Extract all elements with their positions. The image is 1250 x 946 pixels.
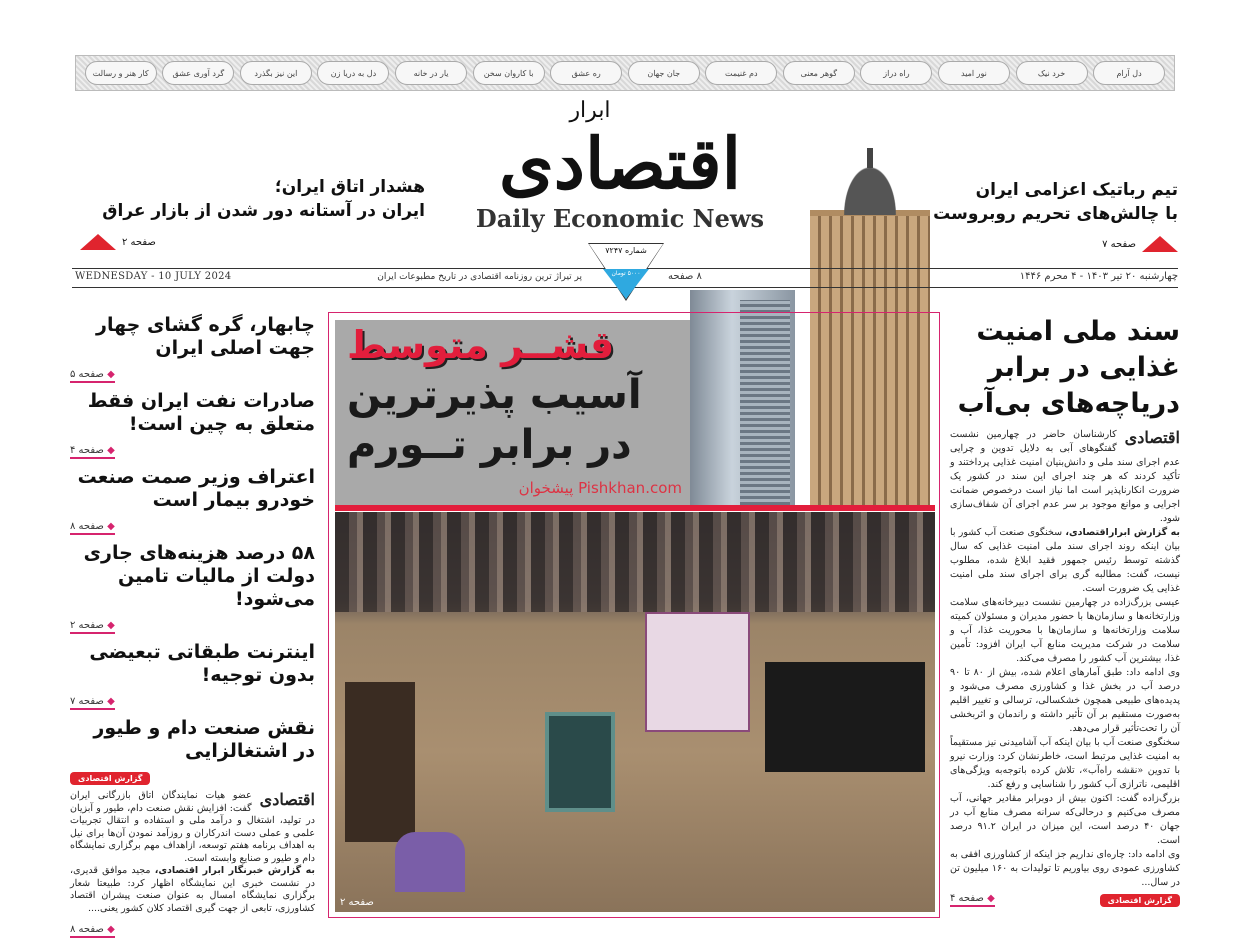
date-en: WEDNESDAY - 10 JULY 2024 xyxy=(75,271,232,282)
red-bar xyxy=(335,505,935,511)
left-headline-item[interactable] xyxy=(70,314,315,383)
hanging-cloth xyxy=(645,612,750,732)
headline-line: آسیب پذیرترین xyxy=(347,372,642,418)
paragraph: عیسی بزرگ‌زاده در چهارمین نشست دبیرخانه‌های سلامت وزارتخانه‌ها و سازمان‌ها با حضور مدیران و مسئولان کمیته سلامت وزارتخانه‌ها و سازمان‌ها با محوریت غذا، آب و سلامت در شرکت مدیریت منابع آب ایران افزود: تأمین غذا، بیشترین آب کشور را مصرف می‌کند. xyxy=(950,597,1180,664)
calligraphy-cartouche: این نیز بگذرد xyxy=(240,61,312,85)
page-ref[interactable]: ◆ صفحه ۷ xyxy=(70,696,115,710)
headline: اینترنت طبقاتی تبعیضی بدون توجیه! xyxy=(89,641,315,686)
calligraphy-cartouche: دل به دریا زن xyxy=(317,61,389,85)
headline: صادرات نفت ایران فقط متعلق به چین است! xyxy=(87,390,315,435)
headline-line: در برابر تــورم xyxy=(347,422,632,468)
right-story-body xyxy=(950,428,1180,890)
page-label: صفحه ۲ xyxy=(122,236,156,248)
teaser-left[interactable] xyxy=(75,175,425,223)
calligraphy-cartouche: با کاروان سخن xyxy=(473,61,545,85)
headline-kicker: قشــر متوسط xyxy=(347,323,615,367)
teaser-line: ایران در آستانه دور شدن از بازار عراق xyxy=(102,201,425,221)
report-badge: گزارش اقتصادی xyxy=(70,772,150,785)
person xyxy=(395,832,465,892)
watermark: پیشخوان Pishkhan.com xyxy=(518,479,682,497)
paragraph: مجید موافق قدیری، در نشست خبری این نمایشگاه اظهار کرد: طبیعتا شعار برگزاری نمایشگاه امسال به عنوان صنعت پیشران اقتصاد کشاورزی، تابعی از جهت گیری اقتصاد کلان کشور یعنی.... xyxy=(70,865,315,914)
teaser-line: تیم رباتیک اعزامی ایران xyxy=(975,180,1178,200)
page-ref[interactable]: ◆ صفحه ۸ xyxy=(70,924,115,938)
page-ref[interactable]: ◆ صفحه ۵ xyxy=(70,369,115,383)
page-ref[interactable]: ◆ صفحه ۲ xyxy=(70,620,115,634)
logo-sup: ابرار xyxy=(569,98,611,123)
left-headline-item[interactable] xyxy=(70,466,315,535)
calligraphy-cartouche: دم غنیمت xyxy=(705,61,777,85)
right-story-title[interactable]: سند ملی امنیت غذایی در برابر دریاچه‌های بی‌آب xyxy=(957,316,1180,419)
logo-title-en: Daily Economic News xyxy=(475,204,765,233)
price: ۵۰۰۰ تومان xyxy=(611,270,641,277)
left-column xyxy=(70,314,315,938)
paper-logo: اقتصادی xyxy=(1124,428,1180,447)
issue-number: شماره ۷۲۴۷ xyxy=(605,246,647,255)
hanging-cloth xyxy=(765,662,925,772)
page-ref[interactable]: ◆ صفحه ۴ xyxy=(70,445,115,459)
calligraphy-cartouche: خرد نیک xyxy=(1016,61,1088,85)
right-story xyxy=(950,314,1180,907)
calligraphy-cartouche: یار در خانه xyxy=(395,61,467,85)
left-story xyxy=(70,717,315,938)
left-headline-item[interactable] xyxy=(70,641,315,710)
calligraphy-cartouche: ره عشق xyxy=(550,61,622,85)
calligraphy-cartouche: دل آرام xyxy=(1093,61,1165,85)
teaser-left-page[interactable] xyxy=(80,234,156,250)
door xyxy=(345,682,415,842)
headline: چابهار، گره گشای چهار جهت اصلی ایران xyxy=(96,314,315,359)
calligraphy-cartouche: جان جهان xyxy=(628,61,700,85)
photo-page-ref: صفحه ۲ xyxy=(340,897,374,908)
calligraphy-banner xyxy=(75,55,1175,91)
teaser-line: با چالش‌های تحریم روبروست xyxy=(933,204,1178,224)
page-ref[interactable]: ◆ صفحه ۴ xyxy=(950,893,995,907)
teaser-line: هشدار اتاق ایران؛ xyxy=(274,177,425,197)
headline: اعتراف وزیر صمت صنعت خودرو بیمار است xyxy=(77,466,315,511)
page-count: ۸ صفحه xyxy=(668,271,702,282)
headline: ۵۸ درصد هزینه‌های جاری دولت از مالیات تامین می‌شود! xyxy=(83,542,315,610)
report-badge: گزارش اقتصادی xyxy=(1100,894,1180,907)
calligraphy-cartouche: گوهر معنی xyxy=(783,61,855,85)
paragraph: وی ادامه داد: چاره‌ای نداریم جز اینکه از کشاورزی افقی به کشاورزی عمودی روی بیاوریم تا تولیدات به ۱۶۰ میلیون تن در سال... xyxy=(949,849,1180,888)
paragraph: بزرگ‌زاده گفت: اکنون بیش از دوبرابر مقادیر جهانی، آب مصرف می‌کنیم و درحالی‌که سرانه مصرف منابع آب در جهان ۴۰ درصد است، این میزان در ایران ۹۱.۲ درصد است. xyxy=(950,793,1180,846)
paragraph: سخنگوی صنعت آب کشور با بیان اینکه روند اجرای سند ملی امنیت غذایی که سال گذشته توسط رئیس جمهور فقید ابلاغ شده، مطلوب نیست، گفت: مطالبه گری برای اجرای سند ملی امنیت غذایی یک ضرورت است. xyxy=(950,527,1180,594)
triangle-icon xyxy=(80,234,116,250)
teaser-right-page[interactable] xyxy=(1102,236,1178,252)
teaser-right[interactable] xyxy=(933,178,1178,226)
tower-spire xyxy=(867,148,873,168)
left-story-body xyxy=(70,790,315,915)
headline-box[interactable] xyxy=(335,320,690,505)
crowd xyxy=(335,512,935,612)
calligraphy-cartouche: کار هنر و رسالت xyxy=(85,61,157,85)
window xyxy=(545,712,615,812)
tagline: پر تیراژ ترین روزنامه اقتصادی در تاریخ مطبوعات ایران xyxy=(377,272,582,282)
left-headline-item[interactable] xyxy=(70,542,315,634)
lead: به گزارش خبرنگار ابرار اقتصادی، xyxy=(154,865,315,876)
paragraph: عضو هیات نمایندگان اتاق بازرگانی ایران گفت: افزایش نقش صنعت دام، طیور و آبزیان در تولید، اشتغال و درآمد ملی و استفاده و انتقال تجربیات علمی و عملی دست اندرکاران و روزآمد نمودن آن‌ها برای نیل به اهداف برنامه هفتم توسعه، ازاهداف مهم برگزاری نمایشگاه دام و طیور و صنایع وابسته است. xyxy=(70,790,315,864)
right-story-footer xyxy=(950,893,1180,907)
left-story-title[interactable]: نقش صنعت دام و طیور در اشتغالزایی xyxy=(93,717,315,762)
tower-dome xyxy=(840,160,900,215)
lead: به گزارش ابراراقتصادی، xyxy=(1065,527,1180,538)
calligraphy-cartouche: نور امید xyxy=(938,61,1010,85)
main-photo[interactable] xyxy=(335,512,935,912)
calligraphy-cartouche: راه دراز xyxy=(860,61,932,85)
left-headline-item[interactable] xyxy=(70,390,315,459)
triangle-icon xyxy=(1142,236,1178,252)
masthead-logo xyxy=(435,98,805,238)
issue-badge xyxy=(588,243,664,301)
paper-logo: اقتصادی xyxy=(259,790,315,809)
paragraph: سخنگوی صنعت آب با بیان اینکه آب آشامیدنی نیز مستقیماً به امنیت غذایی مرتبط است، خاطرنشان کرد: وزارت نیرو با تدوین «نقشه راه‌آب»، تلاش کرده باتوجه‌به ویژگی‌های اقلیمی، ناترازی آب کشور را شناسایی و رفع کند. xyxy=(950,737,1180,790)
page-label: صفحه ۷ xyxy=(1102,238,1136,250)
paragraph: کارشناسان حاضر در چهارمین نشست گفتگوهای آبی به دلایل تدوین و چرایی عدم اجرای سند ملی و دانش‌بنیان امنیت غذایی پرداختند و تأکید کردند که هر چند اجرای این سند در کشور یک ضرورت انکارناپذیر است اما نیاز است درخصوص ضمانت اجرایی و موانع موجود بر سر عدم اجرای آن شفاف‌سازی شود. xyxy=(950,429,1180,524)
logo-title-fa: اقتصادی xyxy=(498,122,742,205)
paragraph: وی ادامه داد: طبق آمارهای اعلام شده، بیش از ۸۰ تا ۹۰ درصد آب در بخش غذا و کشاورزی مصرف می‌شود و پدیده‌های طبیعی همچون خشکسالی، ترسالی و تغییر اقلیم به‌صورت مستقیم بر آن تأثیر داشته و راندمان و اثربخشی آن را تحت‌تأثیر قرار می‌دهد. xyxy=(950,667,1181,734)
calligraphy-cartouche: گرد آوری عشق xyxy=(162,61,234,85)
date-fa: چهارشنبه ۲۰ تیر ۱۴۰۳ - ۴ محرم ۱۴۴۶ xyxy=(1019,271,1178,282)
page-ref[interactable]: ◆ صفحه ۸ xyxy=(70,521,115,535)
